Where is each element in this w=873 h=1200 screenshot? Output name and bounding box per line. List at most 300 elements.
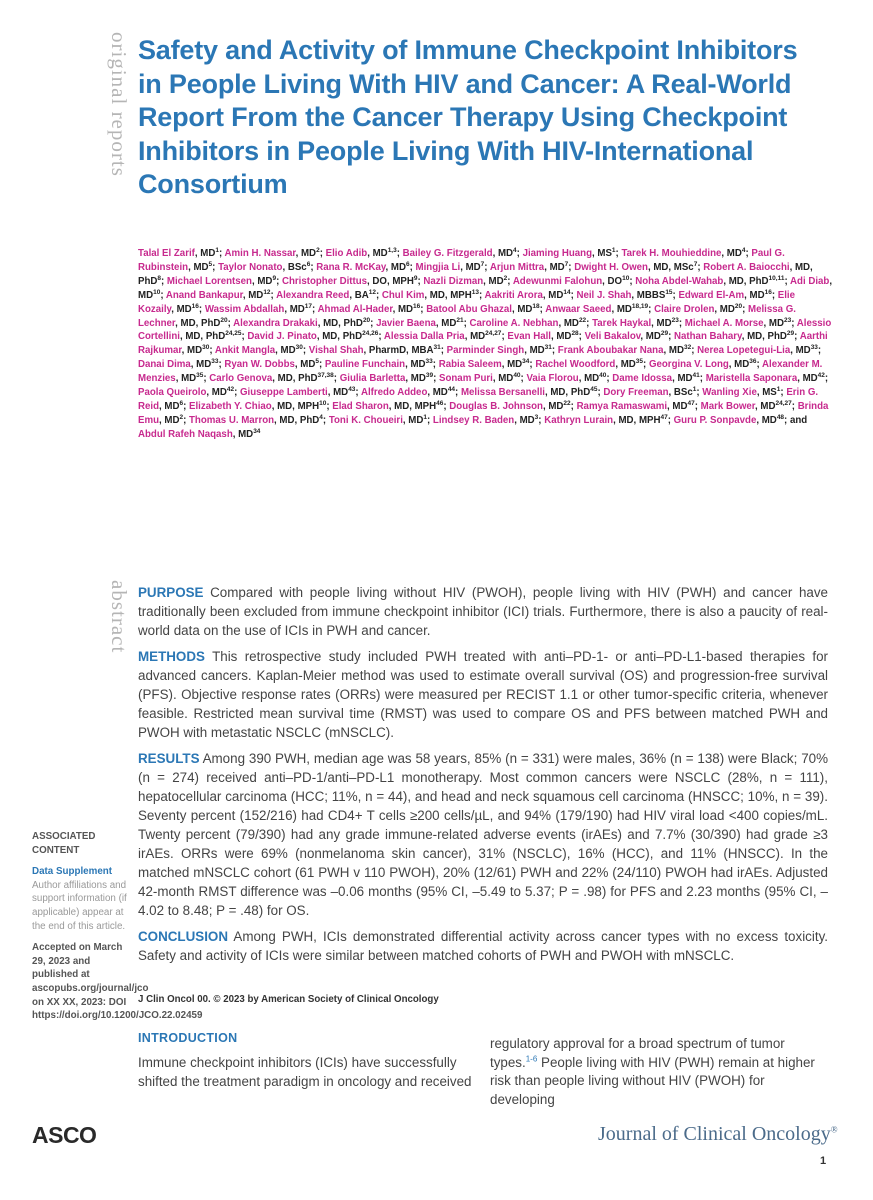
methods-heading: METHODS (138, 649, 205, 664)
author-name[interactable]: Neil J. Shah (576, 289, 632, 301)
author-name[interactable]: Caroline A. Nebhan (469, 317, 559, 329)
author-credentials: , MD, PhD (741, 331, 787, 343)
author-entry (361, 387, 455, 398)
author-entry (526, 373, 606, 384)
author-entry (240, 387, 355, 398)
author-name[interactable]: Toni K. Choueiri (328, 414, 403, 426)
author-name[interactable]: Elad Sharon (332, 400, 389, 412)
author-name[interactable]: Giulia Barletta (339, 373, 406, 385)
author-credentials: , BSc (282, 261, 307, 273)
author-name[interactable]: Melissa Bersanelli (460, 387, 545, 399)
author-name[interactable]: Christopher Dittus (281, 275, 368, 287)
author-credentials: , MD (714, 303, 735, 315)
author-name[interactable]: Anand Bankapur (165, 289, 243, 301)
author-credentials: , DO, MPH (367, 275, 414, 287)
author-name[interactable]: Paola Queirolo (138, 387, 207, 399)
author-conjunction: ; and (784, 414, 808, 426)
author-entry (449, 401, 570, 412)
author-affiliation: 12 (368, 288, 376, 296)
author-affiliation: 16 (413, 302, 421, 310)
side-label-original-reports: original reports (107, 32, 131, 177)
author-affiliation: 15 (665, 288, 673, 296)
author-affiliation: 31 (544, 344, 552, 352)
author-credentials: , BSc (668, 387, 693, 399)
author-entry (674, 415, 784, 426)
author-affiliation: 23 (784, 316, 792, 324)
author-name[interactable]: Talal El Zarif (138, 248, 195, 259)
author-credentials: , MD, PhD (179, 331, 226, 343)
author-entry (225, 248, 320, 259)
author-credentials: , MS (592, 248, 612, 259)
author-entry (403, 248, 517, 259)
author-name[interactable]: Rachel Woodford (535, 359, 616, 371)
author-affiliation: 4 (513, 246, 517, 254)
author-credentials: , MD (294, 359, 316, 371)
author-name[interactable]: Jiaming Huang (522, 248, 592, 259)
author-affiliation: 7 (480, 260, 485, 268)
author-entry (167, 276, 276, 287)
abstract-methods (138, 647, 828, 742)
author-credentials: , MD (790, 345, 811, 357)
author-name[interactable]: Aarthi Rajkumar (138, 331, 828, 357)
author-name[interactable]: Ryan W. Dobbs (224, 359, 295, 371)
author-credentials: , MD (492, 248, 514, 259)
author-name[interactable]: Paul G. Rubinstein (138, 248, 785, 273)
author-name[interactable]: Maristella Saponara (705, 373, 798, 385)
author-entry (382, 290, 479, 301)
author-affiliation: 8 (157, 274, 161, 282)
author-credentials: , MD (544, 261, 565, 273)
abstract-conclusion (138, 927, 828, 965)
author-credentials: , MD (194, 248, 216, 259)
author-name[interactable]: Guru P. Sonpavde (673, 414, 757, 426)
author-affiliation: 10 (153, 288, 161, 296)
author-entry (189, 415, 323, 426)
author-affiliation: 33 (810, 344, 818, 352)
author-entry (209, 373, 334, 384)
author-affiliation: 1,3 (387, 246, 397, 254)
author-credentials: , MD (667, 400, 688, 412)
author-credentials: , MD (392, 303, 414, 315)
author-name[interactable]: Ramya Ramaswami (576, 400, 668, 412)
author-name[interactable]: Nathan Bahary (674, 331, 742, 343)
author-entry (612, 373, 699, 384)
author-affiliation: 20 (362, 316, 371, 324)
author-affiliation: 2 (503, 274, 508, 282)
author-entry (276, 290, 376, 301)
author-affiliation: 20 (734, 302, 743, 310)
author-affiliation: 5 (208, 260, 213, 268)
author-entry (329, 415, 427, 426)
author-entry (585, 331, 669, 342)
author-credentials: , MD, MPH (388, 400, 437, 412)
author-name[interactable]: Dwight H. Owen (574, 261, 648, 273)
author-entry (678, 290, 771, 301)
author-name[interactable]: Adewunmi Falohun (512, 275, 603, 287)
author-entry (685, 318, 791, 329)
purpose-heading: PURPOSE (138, 585, 204, 600)
author-name[interactable]: Batool Abu Ghazal (426, 303, 512, 315)
author-credentials: , MD (542, 289, 564, 301)
author-credentials: , MD (797, 373, 818, 385)
author-affiliation: 9 (272, 274, 277, 282)
author-name[interactable]: Chul Kim (381, 289, 425, 301)
introduction-left-column: Immune checkpoint inhibitors (ICIs) have successfully shifted the treatment paradigm in oncology and received (138, 1055, 472, 1089)
author-affiliation: 24,27 (485, 330, 502, 338)
author-entry (318, 304, 421, 315)
author-name[interactable]: Tarek H. Mouhieddine (621, 248, 722, 259)
author-credentials: , MD (640, 331, 661, 343)
author-name[interactable]: Alfredo Addeo (360, 387, 428, 399)
author-name[interactable]: Michael Lorentsen (166, 275, 252, 287)
author-entry (674, 331, 794, 342)
article-title: Safety and Activity of Immune Checkpoint Inhibitors in People Living With HIV and Cancer: A Real-World Report From the Cancer Therapy Using Checkpoint Inhibitors in People Living With HIV-International Consortium (138, 35, 798, 199)
author-credentials: , MD (232, 428, 254, 440)
author-entry (485, 290, 571, 301)
author-entry (574, 262, 697, 273)
author-name[interactable]: Thomas U. Marron (189, 414, 275, 426)
author-entry (325, 359, 433, 370)
author-affiliation: 1 (692, 385, 697, 393)
author-affiliation: 43 (348, 385, 356, 393)
author-credentials: , MD (728, 359, 750, 371)
author-credentials: , MD (275, 345, 296, 357)
author-credentials: , MD (501, 359, 523, 371)
author-affiliation: 22 (578, 316, 587, 324)
author-name[interactable]: Alexandra Reed (276, 289, 350, 301)
author-affiliation: 16 (191, 302, 199, 310)
author-affiliation: 7 (564, 260, 569, 268)
intro-right-text-1: regulatory approval for a broad spectrum of tumor types. (490, 1036, 785, 1070)
author-credentials: , MD (138, 275, 833, 301)
author-affiliation: 10,11 (768, 274, 785, 282)
author-name[interactable]: Veli Bakalov (584, 331, 641, 343)
author-affiliation: 33 (425, 358, 433, 366)
author-name[interactable]: Alessia Dalla Pria (383, 331, 465, 343)
journal-url[interactable]: ascopubs.org/journal/jco (32, 982, 149, 994)
author-affiliation: 48 (776, 413, 785, 421)
author-affiliation: 20 (220, 316, 228, 324)
author-credentials: , PharmD, MBA (363, 345, 434, 357)
author-affiliation: 1 (423, 413, 427, 421)
author-entry (224, 359, 319, 370)
author-affiliation: 3 (534, 413, 539, 421)
methods-text: This retrospective study included PWH treated with anti–PD-1- or anti–PD-L1-based therapies for advanced cancers. Kaplan-Meier method was used to estimate overall survival (OS) and progression-free survival (PFS). Objective response rates (ORRs) were measured per RECIST 1.1 or other tumor-specific criteria, whenever feasible. Restricted mean survival time (RMST) was used to compare OS and PFS between matched PWH and PWOH with metastatic NSCLC (mNSCLC). (138, 649, 828, 740)
author-credentials: , MD (190, 359, 212, 371)
author-affiliation: 18 (532, 302, 540, 310)
author-entry (233, 318, 370, 329)
author-credentials: , MD (284, 303, 305, 315)
author-affiliation: 23 (671, 316, 679, 324)
author-name[interactable]: Elio Adib (325, 248, 368, 259)
author-credentials: , MD (483, 275, 504, 287)
author-name[interactable]: Abdul Rafeh Naqash (138, 428, 233, 440)
author-credentials: , MD (242, 289, 264, 301)
author-affiliation: 29 (786, 330, 795, 338)
author-entry (603, 387, 696, 398)
author-credentials: , MD (672, 373, 693, 385)
author-name[interactable]: Dory Freeman (603, 387, 669, 399)
doi-link[interactable]: https://doi.org/10.1200/JCO.22.02459 (32, 1010, 203, 1022)
author-entry (332, 401, 443, 412)
author-name[interactable]: Elizabeth Y. Chiao (189, 400, 272, 412)
author-credentials: , MD, MPH (271, 400, 320, 412)
author-name[interactable]: Lindsey R. Baden (432, 414, 515, 426)
author-credentials: , MD (763, 317, 784, 329)
author-entry (469, 318, 586, 329)
citation-line: J Clin Oncol 00. © 2023 by American Society of Clinical Oncology (138, 994, 439, 1005)
author-name[interactable]: Claire Drolen (654, 303, 715, 315)
author-credentials: , MD (460, 261, 481, 273)
author-name[interactable]: Rabia Saleem (438, 359, 502, 371)
registered-mark: ® (830, 1124, 838, 1135)
author-credentials: , DO (602, 275, 623, 287)
author-entry (309, 345, 441, 356)
author-credentials: , MD (402, 414, 424, 426)
author-entry (702, 387, 780, 398)
introduction-heading: INTRODUCTION (138, 1031, 238, 1045)
author-affiliation: 24,27 (775, 399, 792, 407)
author-entry (523, 248, 616, 259)
author-name[interactable]: Giuseppe Lamberti (239, 387, 328, 399)
author-name[interactable]: Alexander M. Menzies (138, 359, 823, 385)
author-name[interactable]: Noha Abdel-Wahab (635, 275, 724, 287)
accepted-text: Accepted on March 29, 2023 and published at (32, 942, 123, 981)
author-name[interactable]: Carlo Genova (209, 373, 273, 385)
author-entry (189, 401, 326, 412)
author-entry (138, 359, 218, 370)
abstract-results (138, 749, 828, 920)
author-entry (166, 290, 271, 301)
author-credentials: , MD (663, 345, 684, 357)
data-supplement-link[interactable]: Data Supplement (32, 866, 113, 878)
author-credentials: , MD, PhD (544, 387, 591, 399)
author-name[interactable]: Douglas B. Johnson (449, 400, 543, 412)
author-name[interactable]: David J. Pinato (247, 331, 317, 343)
author-name[interactable]: Elie Kozaily (138, 289, 795, 315)
author-affiliation: 7 (693, 260, 698, 268)
author-affiliation: 14 (563, 288, 571, 296)
author-affiliation: 24,26 (362, 330, 379, 338)
author-affiliation: 6 (179, 399, 184, 407)
author-affiliation: 5 (315, 358, 319, 366)
author-credentials: , MS (756, 387, 777, 399)
author-name[interactable]: Adi Diab (790, 275, 830, 287)
author-credentials: , MD, MPH (613, 414, 661, 426)
author-name[interactable]: Brinda Emu (138, 400, 829, 426)
author-affiliation: 34 (522, 358, 530, 366)
author-credentials: , MD (171, 303, 192, 315)
author-credentials: , MD (514, 414, 535, 426)
author-name[interactable]: Alessio Cortellini (138, 317, 832, 343)
author-entry (416, 262, 485, 273)
author-affiliation: 35 (635, 358, 644, 366)
author-name[interactable]: Aakriti Arora (484, 289, 543, 301)
journal-name: Journal of Clinical Oncology (598, 1123, 831, 1145)
author-affiliation: 1 (611, 246, 616, 254)
author-credentials: , MD, MPH (424, 289, 472, 301)
author-affiliation: 45 (590, 385, 598, 393)
author-affiliation: 31 (433, 344, 441, 352)
author-affiliation: 30 (202, 344, 210, 352)
author-entry (697, 345, 818, 356)
author-credentials: , MD (385, 261, 406, 273)
author-name[interactable]: Tarek Haykal (592, 317, 652, 329)
author-name[interactable]: Sonam Puri (439, 373, 493, 385)
author-entry (649, 359, 757, 370)
author-name[interactable]: Evan Hall (507, 331, 551, 343)
author-name[interactable]: Javier Baena (376, 317, 436, 329)
author-name[interactable]: Mingjia Li (415, 261, 461, 273)
author-name[interactable]: Nazli Dizman (423, 275, 484, 287)
author-affiliation: 40 (599, 371, 607, 379)
author-credentials: , MD (744, 289, 765, 301)
author-entry (433, 415, 538, 426)
author-affiliation: 10 (622, 274, 630, 282)
author-affiliation: 6 (306, 260, 311, 268)
author-entry (426, 304, 539, 315)
author-credentials: , MD (435, 317, 457, 329)
author-name[interactable]: Wanling Xie (702, 387, 757, 399)
author-affiliation: 37,38 (317, 371, 334, 379)
author-entry (544, 415, 668, 426)
author-entry (326, 248, 397, 259)
introduction-right-column (490, 1035, 828, 1109)
author-name[interactable]: Michael A. Morse (684, 317, 764, 329)
author-entry (218, 262, 310, 273)
author-affiliation: 33 (211, 358, 219, 366)
author-credentials: , MD (175, 373, 197, 385)
author-entry (535, 359, 643, 370)
author-credentials: , MD (524, 345, 545, 357)
author-entry (635, 276, 784, 287)
author-credentials: , MD, PhD (175, 317, 221, 329)
author-credentials: , MD (181, 345, 203, 357)
data-supplement-note: Author affiliations and support information (if applicable) appear at the end of this article. (32, 879, 127, 932)
author-name[interactable]: Vishal Shah (308, 345, 364, 357)
author-entry (384, 331, 502, 342)
author-entry (654, 304, 742, 315)
author-name[interactable]: Wassim Abdallah (204, 303, 285, 315)
author-affiliation: 42 (817, 371, 825, 379)
author-credentials: , MD, MSc (647, 261, 694, 273)
author-affiliation: 42 (226, 385, 235, 393)
author-entry (706, 373, 825, 384)
author-credentials: , MD (558, 317, 579, 329)
author-entry (577, 401, 695, 412)
author-name[interactable]: Mark Bower (700, 400, 756, 412)
author-name[interactable]: Parminder Singh (446, 345, 525, 357)
author-credentials: , MD, PhD (723, 275, 769, 287)
associated-content-label: ASSOCIATED CONTENT (32, 831, 96, 856)
author-credentials: , MD, PhD (316, 331, 363, 343)
author-affiliation: 28 (571, 330, 579, 338)
author-name[interactable]: Erin G. Reid (138, 387, 819, 412)
author-name[interactable]: Edward El-Am (678, 289, 745, 301)
author-name[interactable]: Frank Aboubakar Nana (557, 345, 664, 357)
author-affiliation: 2 (179, 413, 184, 421)
author-name[interactable]: Vaia Florou (526, 373, 579, 385)
author-name[interactable]: Melissa G. Lechner (138, 303, 796, 329)
author-entry (439, 359, 530, 370)
author-affiliation: 34 (253, 427, 261, 435)
author-entry (205, 304, 312, 315)
author-credentials: , MD (405, 373, 426, 385)
author-credentials: , MD, PhD (317, 317, 363, 329)
author-name[interactable]: Kathryn Lurain (544, 414, 614, 426)
author-name[interactable]: Ahmad Al-Hader (317, 303, 393, 315)
side-label-abstract: abstract (107, 580, 131, 654)
author-name[interactable]: Pauline Funchain (324, 359, 406, 371)
author-entry (316, 262, 409, 273)
author-credentials: , MD (578, 373, 600, 385)
author-name[interactable]: Georgina V. Long (648, 359, 729, 371)
author-name[interactable]: Taylor Nonato (218, 261, 283, 273)
author-credentials: , MD (611, 303, 632, 315)
author-credentials: , MD (295, 248, 317, 259)
author-name[interactable]: Robert A. Baiocchi (703, 261, 790, 273)
author-entry (621, 248, 745, 259)
author-credentials: , MD, PhD (274, 414, 320, 426)
author-affiliation: 6 (405, 260, 410, 268)
author-credentials: , MD (405, 359, 426, 371)
author-affiliation: 47 (660, 413, 668, 421)
author-name[interactable]: Danai Dima (138, 359, 191, 371)
author-credentials: , BA (349, 289, 369, 301)
author-name[interactable]: Amin H. Nassar (224, 248, 296, 259)
author-name[interactable]: Ankit Mangla (214, 345, 276, 357)
author-entry (447, 345, 552, 356)
author-entry (576, 290, 672, 301)
author-credentials: , MD (511, 303, 533, 315)
author-entry (247, 331, 378, 342)
author-entry (423, 276, 507, 287)
author-affiliation: 10 (319, 399, 327, 407)
author-affiliation: 1 (776, 385, 781, 393)
author-list: Talal El Zarif, $MD^1$; Amin H. Nassar, $MD^2$; Elio Adib, MD$^{1,3}$; Bailey G. Fitzgerald, $MD^4$; Jiaming Huang, $MS^1$; Tarek H. Mouhieddine, $MD^4$; Paul G. Rubinstein, $MD^5$; Taylor Nonato, BSc$^6$; Rana R. McKay, $MD^6$; Mingjia Li, $MD^7$; Arjun Mittra, $MD^7$; Dwight H. Owen, MD, MSc$^7$; Robert A. Baiocchi, MD, PhD$^8$; Michael Lorentsen, $MD^9$; Christopher Dittus, DO, MPH$^9$; Nazli Dizman, $MD^2$; Adewunmi Falohun, DO$^{10}$; Noha Abdel-Wahab, MD, PhD$^{10,11}$; Adi Diab, MD$^{10}$; Anand Bankapur, MD$^{12}$; Alexandra Reed, BA$^{12}$; Chul Kim, MD, MPH$^{13}$; Aakriti Arora, MD$^{14}$; Neil J. Shah, MBBS$^{15}$; Edward El-Am, MD$^{16}$; Elie Kozaily, MD$^{16}$; Wassim Abdallah, MD$^{17}$; Ahmad Al-Hader, MD$^{16}$; Batool Abu Ghazal, MD$^{18}$; Anwaar Saeed, MD$^{18,19}$; Claire Drolen, MD$^{20}$; Melissa G. Lechner, MD, PhD$^{20}$; Alexandra Drakaki, MD, PhD$^{20}$; Javier Baena, MD$^{21}$; Caroline A. Nebhan, MD$^{22}$; Tarek Haykal, MD$^{23}$; Michael A. Morse, MD$^{23}$; Alessio Cortellini, MD, PhD$^{24,25}$; David J. Pinato, MD, PhD$^{24,26}$; Alessia Dalla Pria, MD$^{24,27}$; Evan Hall, MD$^{28}$; Veli Bakalov, MD$^{29}$; Nathan Bahary, MD, PhD$^{29}$; Aarthi Rajkumar, MD$^{30}$; Ankit Mangla, MD$^{30}$; Vishal Shah, PharmD, MBA$^{31}$; Parminder Singh, MD$^{31}$; Frank Aboubakar Nana, MD$^{32}$; Nerea Lopetegui-Lia, MD$^{33}$; Danai Dima, MD$^{33}$; Ryan W. Dobbs, $MD^5$; Pauline Funchain, MD$^{33}$; Rabia Saleem, MD$^{34}$; Rachel Woodford, MD$^{35}$; Georgina V. Long, MD$^{36}$; Alexander M. Menzies, MD$^{35}$; Carlo Genova, MD, PhD$^{37,38}$; Giulia Barletta, MD$^{39}$; Sonam Puri, MD$^{40}$; Vaia Florou, MD$^{40}$; Dame Idossa, MD$^{41}$; Maristella Saponara, MD$^{42}$; Paola Queirolo, MD$^{42}$; Giuseppe Lamberti, MD$^{43}$; Alfredo Addeo, MD$^{44}$; Melissa Bersanelli, MD, PhD$^{45}$; Dory Freeman, BSc$^1$; Wanling Xie, $MS^1$; Erin G. Reid, $MD^6$; Elizabeth Y. Chiao, MD, MPH$^{10}$; Elad Sharon, MD, MPH$^{46}$; Douglas B. Johnson, MD$^{22}$; Ramya Ramaswami, MD$^{47}$; Mark Bower, MD$^{24,27}$; Brinda Emu, $MD^2$; Thomas U. Marron, MD, PhD$^4$; Toni K. Choueiri, $MD^1$; Lindsey R. Baden, $MD^3$; Kathryn Lurain, MD, MPH$^{47}$; Guru P. Sonpavde, MD$^{48}$; and Abdul Rafeh Naqash, MD$^{34}$ (138, 246, 833, 440)
author-affiliation: 46 (436, 399, 444, 407)
author-credentials: , MD (188, 261, 209, 273)
author-name[interactable]: Anwaar Saeed (545, 303, 612, 315)
author-entry (558, 345, 691, 356)
reference-link[interactable]: 1-6 (525, 1054, 538, 1064)
page-number: 1 (820, 1155, 827, 1167)
author-entry (138, 429, 260, 440)
intro-right-text-2: People living with HIV (PWH) remain at higher risk than people living without HIV (PWOH) for developing (490, 1054, 815, 1107)
author-entry (376, 318, 463, 329)
author-affiliation: 12 (263, 288, 271, 296)
author-entry (138, 387, 234, 398)
author-credentials: , MD (550, 331, 572, 343)
author-name[interactable]: Dame Idossa (612, 373, 673, 385)
author-name[interactable]: Bailey G. Fitzgerald (402, 248, 493, 259)
author-credentials: , MD (206, 387, 227, 399)
author-name[interactable]: Arjun Mittra (489, 261, 545, 273)
author-credentials: , MD (651, 317, 672, 329)
author-name[interactable]: Rana R. McKay (316, 261, 386, 273)
author-credentials: , MD (542, 400, 564, 412)
author-affiliation: 22 (563, 399, 571, 407)
author-credentials: , MD, PhD (138, 261, 813, 287)
author-affiliation: 9 (413, 274, 418, 282)
author-affiliation: 39 (425, 371, 434, 379)
author-credentials: , MD (159, 414, 180, 426)
journal-logo (598, 1123, 838, 1146)
author-credentials: , MD (756, 414, 777, 426)
author-entry (461, 387, 597, 398)
author-name[interactable]: Alexandra Drakaki (233, 317, 318, 329)
author-name[interactable]: Nerea Lopetegui-Lia (697, 345, 791, 357)
